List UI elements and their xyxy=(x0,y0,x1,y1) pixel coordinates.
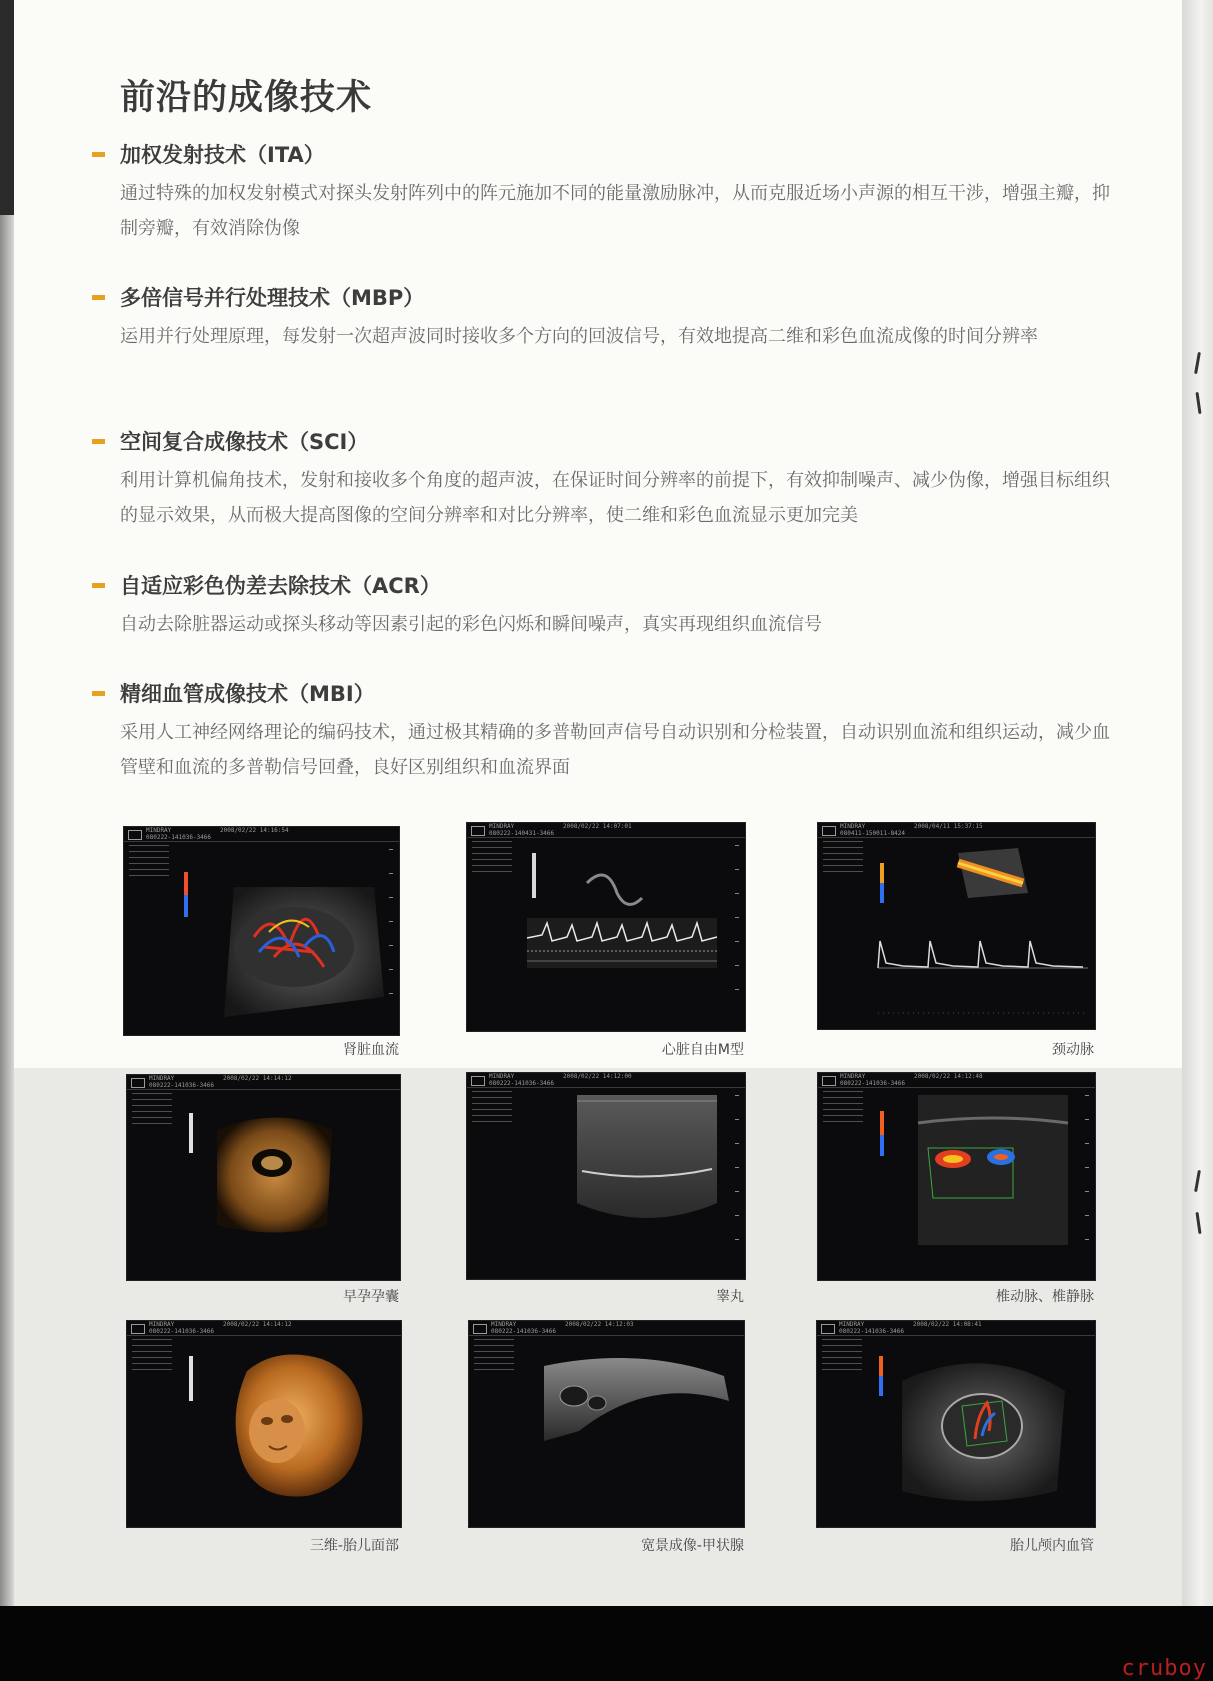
bullet-dash xyxy=(92,439,105,444)
ultrasound-image-early-pregnancy xyxy=(126,1074,401,1281)
scan-id: 080222-141036-3466 xyxy=(840,1080,906,1087)
ultrasound-image-vertebral xyxy=(817,1072,1096,1281)
scan-time: 2008/02/22 14:12:03 xyxy=(565,1321,634,1328)
feature-mbp xyxy=(120,283,1120,354)
scan-brand: MINDRAY xyxy=(489,823,515,830)
scan-time: 2008/04/11 15:37:15 xyxy=(914,823,983,830)
fetal-face-3d-render xyxy=(127,1321,401,1527)
image-caption: 三维-胎儿面部 xyxy=(309,1538,399,1554)
scan-id: 080222-140431-3466 xyxy=(489,830,555,837)
ultrasound-image-carotid xyxy=(817,822,1096,1030)
ultrasound-image-3d-fetal-face xyxy=(126,1320,402,1528)
ultrasound-image-heart xyxy=(466,822,746,1032)
thyroid-panoramic-scan xyxy=(469,1321,744,1527)
image-caption: 肾脏血流 xyxy=(343,1042,399,1058)
kidney-doppler-scan xyxy=(124,827,399,1035)
feature-acr xyxy=(120,571,1120,642)
feature-description: 采用人工神经网络理论的编码技术，通过极其精确的多普勒回声信号自动识别和分检装置，自动识别血流和组织运动，减少血管壁和血流的多普勒信号回叠，良好区别组织和血流界面 xyxy=(120,722,1110,778)
scan-brand: MINDRAY xyxy=(149,1075,175,1082)
scan-time: 2008/02/22 14:16:54 xyxy=(220,827,289,834)
scan-id: 080222-141036-3466 xyxy=(146,834,212,841)
feature-title: 空间复合成像技术（SCI） xyxy=(120,430,369,454)
image-caption: 椎动脉、椎静脉 xyxy=(996,1289,1094,1305)
bullet-dash xyxy=(92,583,105,588)
scan-brand: MINDRAY xyxy=(840,823,866,830)
staple-mark xyxy=(1194,352,1201,374)
scanner-watermark: cruboy xyxy=(1121,1656,1207,1681)
brochure-page xyxy=(14,0,1182,1606)
testis-scan xyxy=(467,1073,745,1279)
scan-id: 080222-141036-3466 xyxy=(839,1328,905,1335)
scan-brand: MINDRAY xyxy=(149,1321,175,1328)
image-caption: 胎儿颅内血管 xyxy=(1010,1538,1094,1554)
vertebral-doppler-scan xyxy=(818,1073,1095,1280)
image-caption: 宽景成像-甲状腺 xyxy=(640,1538,744,1554)
staple-mark xyxy=(1195,1212,1201,1234)
staple-mark xyxy=(1195,392,1201,414)
scan-time: 2008/02/22 14:12:48 xyxy=(914,1073,983,1080)
feature-description: 运用并行处理原理，每发射一次超声波同时接收多个方向的回波信号，有效地提高二维和彩色血流成像的时间分辨率 xyxy=(120,326,1038,347)
scan-time: 2008/02/22 14:12:00 xyxy=(563,1073,632,1080)
feature-heading xyxy=(120,283,1120,313)
feature-title: 自适应彩色伪差去除技术（ACR） xyxy=(120,574,441,598)
scan-id: 080222-141036-3466 xyxy=(491,1328,557,1335)
scan-time: 2008/02/22 14:08:41 xyxy=(913,1321,982,1328)
feature-sci xyxy=(120,427,1120,533)
feature-description: 自动去除脏器运动或探头移动等因素引起的彩色闪烁和瞬间噪声，真实再现组织血流信号 xyxy=(120,614,822,635)
scan-time: 2008/02/22 14:14:12 xyxy=(223,1075,292,1082)
heart-m-mode-scan xyxy=(467,823,745,1031)
image-caption: 心脏自由M型 xyxy=(661,1042,744,1058)
ultrasound-image-panoramic-thyroid xyxy=(468,1320,745,1528)
image-caption: 早孕孕囊 xyxy=(343,1289,399,1305)
feature-description: 通过特殊的加权发射模式对探头发射阵列中的阵元施加不同的能量激励脉冲，从而克服近场小声源的相互干涉，增强主瓣，抑制旁瓣，有效消除伪像 xyxy=(120,183,1110,239)
feature-heading xyxy=(120,427,1120,457)
binding-spine xyxy=(1182,0,1213,1606)
scan-id: 080222-141036-3466 xyxy=(149,1328,215,1335)
staple-mark xyxy=(1194,1170,1201,1192)
scan-id: 080411-150011-8424 xyxy=(840,830,906,837)
scan-time: 2008/02/22 14:14:12 xyxy=(223,1321,292,1328)
scan-brand: MINDRAY xyxy=(146,827,172,834)
scan-brand: MINDRAY xyxy=(840,1073,866,1080)
scan-brand: MINDRAY xyxy=(839,1321,865,1328)
feature-title: 精细血管成像技术（MBI） xyxy=(120,682,375,706)
feature-description: 利用计算机偏角技术，发射和接收多个角度的超声波，在保证时间分辨率的前提下，有效抑制噪声、减少伪像，增强目标组织的显示效果，从而极大提高图像的空间分辨率和对比分辨率，使二维和彩色血流显示更加完美 xyxy=(120,470,1110,526)
feature-title: 多倍信号并行处理技术（MBP） xyxy=(120,286,425,310)
feature-mbi xyxy=(120,679,1120,785)
feature-title: 加权发射技术（ITA） xyxy=(120,143,325,167)
bullet-dash xyxy=(92,691,105,696)
page-title: 前沿的成像技术 xyxy=(120,78,373,118)
bullet-dash xyxy=(92,295,105,300)
scan-id: 080222-141036-3466 xyxy=(489,1080,555,1087)
ultrasound-image-testis xyxy=(466,1072,746,1280)
bullet-dash xyxy=(92,152,105,157)
feature-heading xyxy=(120,140,1120,170)
gestational-sac-scan xyxy=(127,1075,400,1280)
scan-brand: MINDRAY xyxy=(491,1321,517,1328)
image-caption: 颈动脉 xyxy=(1052,1042,1094,1058)
carotid-doppler-scan xyxy=(818,823,1095,1029)
feature-heading xyxy=(120,679,1120,709)
scan-id: 080222-141036-3466 xyxy=(149,1082,215,1089)
feature-ita xyxy=(120,140,1120,246)
ultrasound-image-fetal-cranial-vessels xyxy=(816,1320,1096,1528)
fetal-cranial-doppler-scan xyxy=(817,1321,1095,1527)
page-left-edge xyxy=(0,0,14,1606)
ultrasound-image-kidney xyxy=(123,826,400,1036)
scan-time: 2008/02/22 14:07:01 xyxy=(563,823,632,830)
page-left-shadow xyxy=(0,0,14,215)
scan-brand: MINDRAY xyxy=(489,1073,515,1080)
image-caption: 睾丸 xyxy=(716,1289,744,1305)
feature-heading xyxy=(120,571,1120,601)
